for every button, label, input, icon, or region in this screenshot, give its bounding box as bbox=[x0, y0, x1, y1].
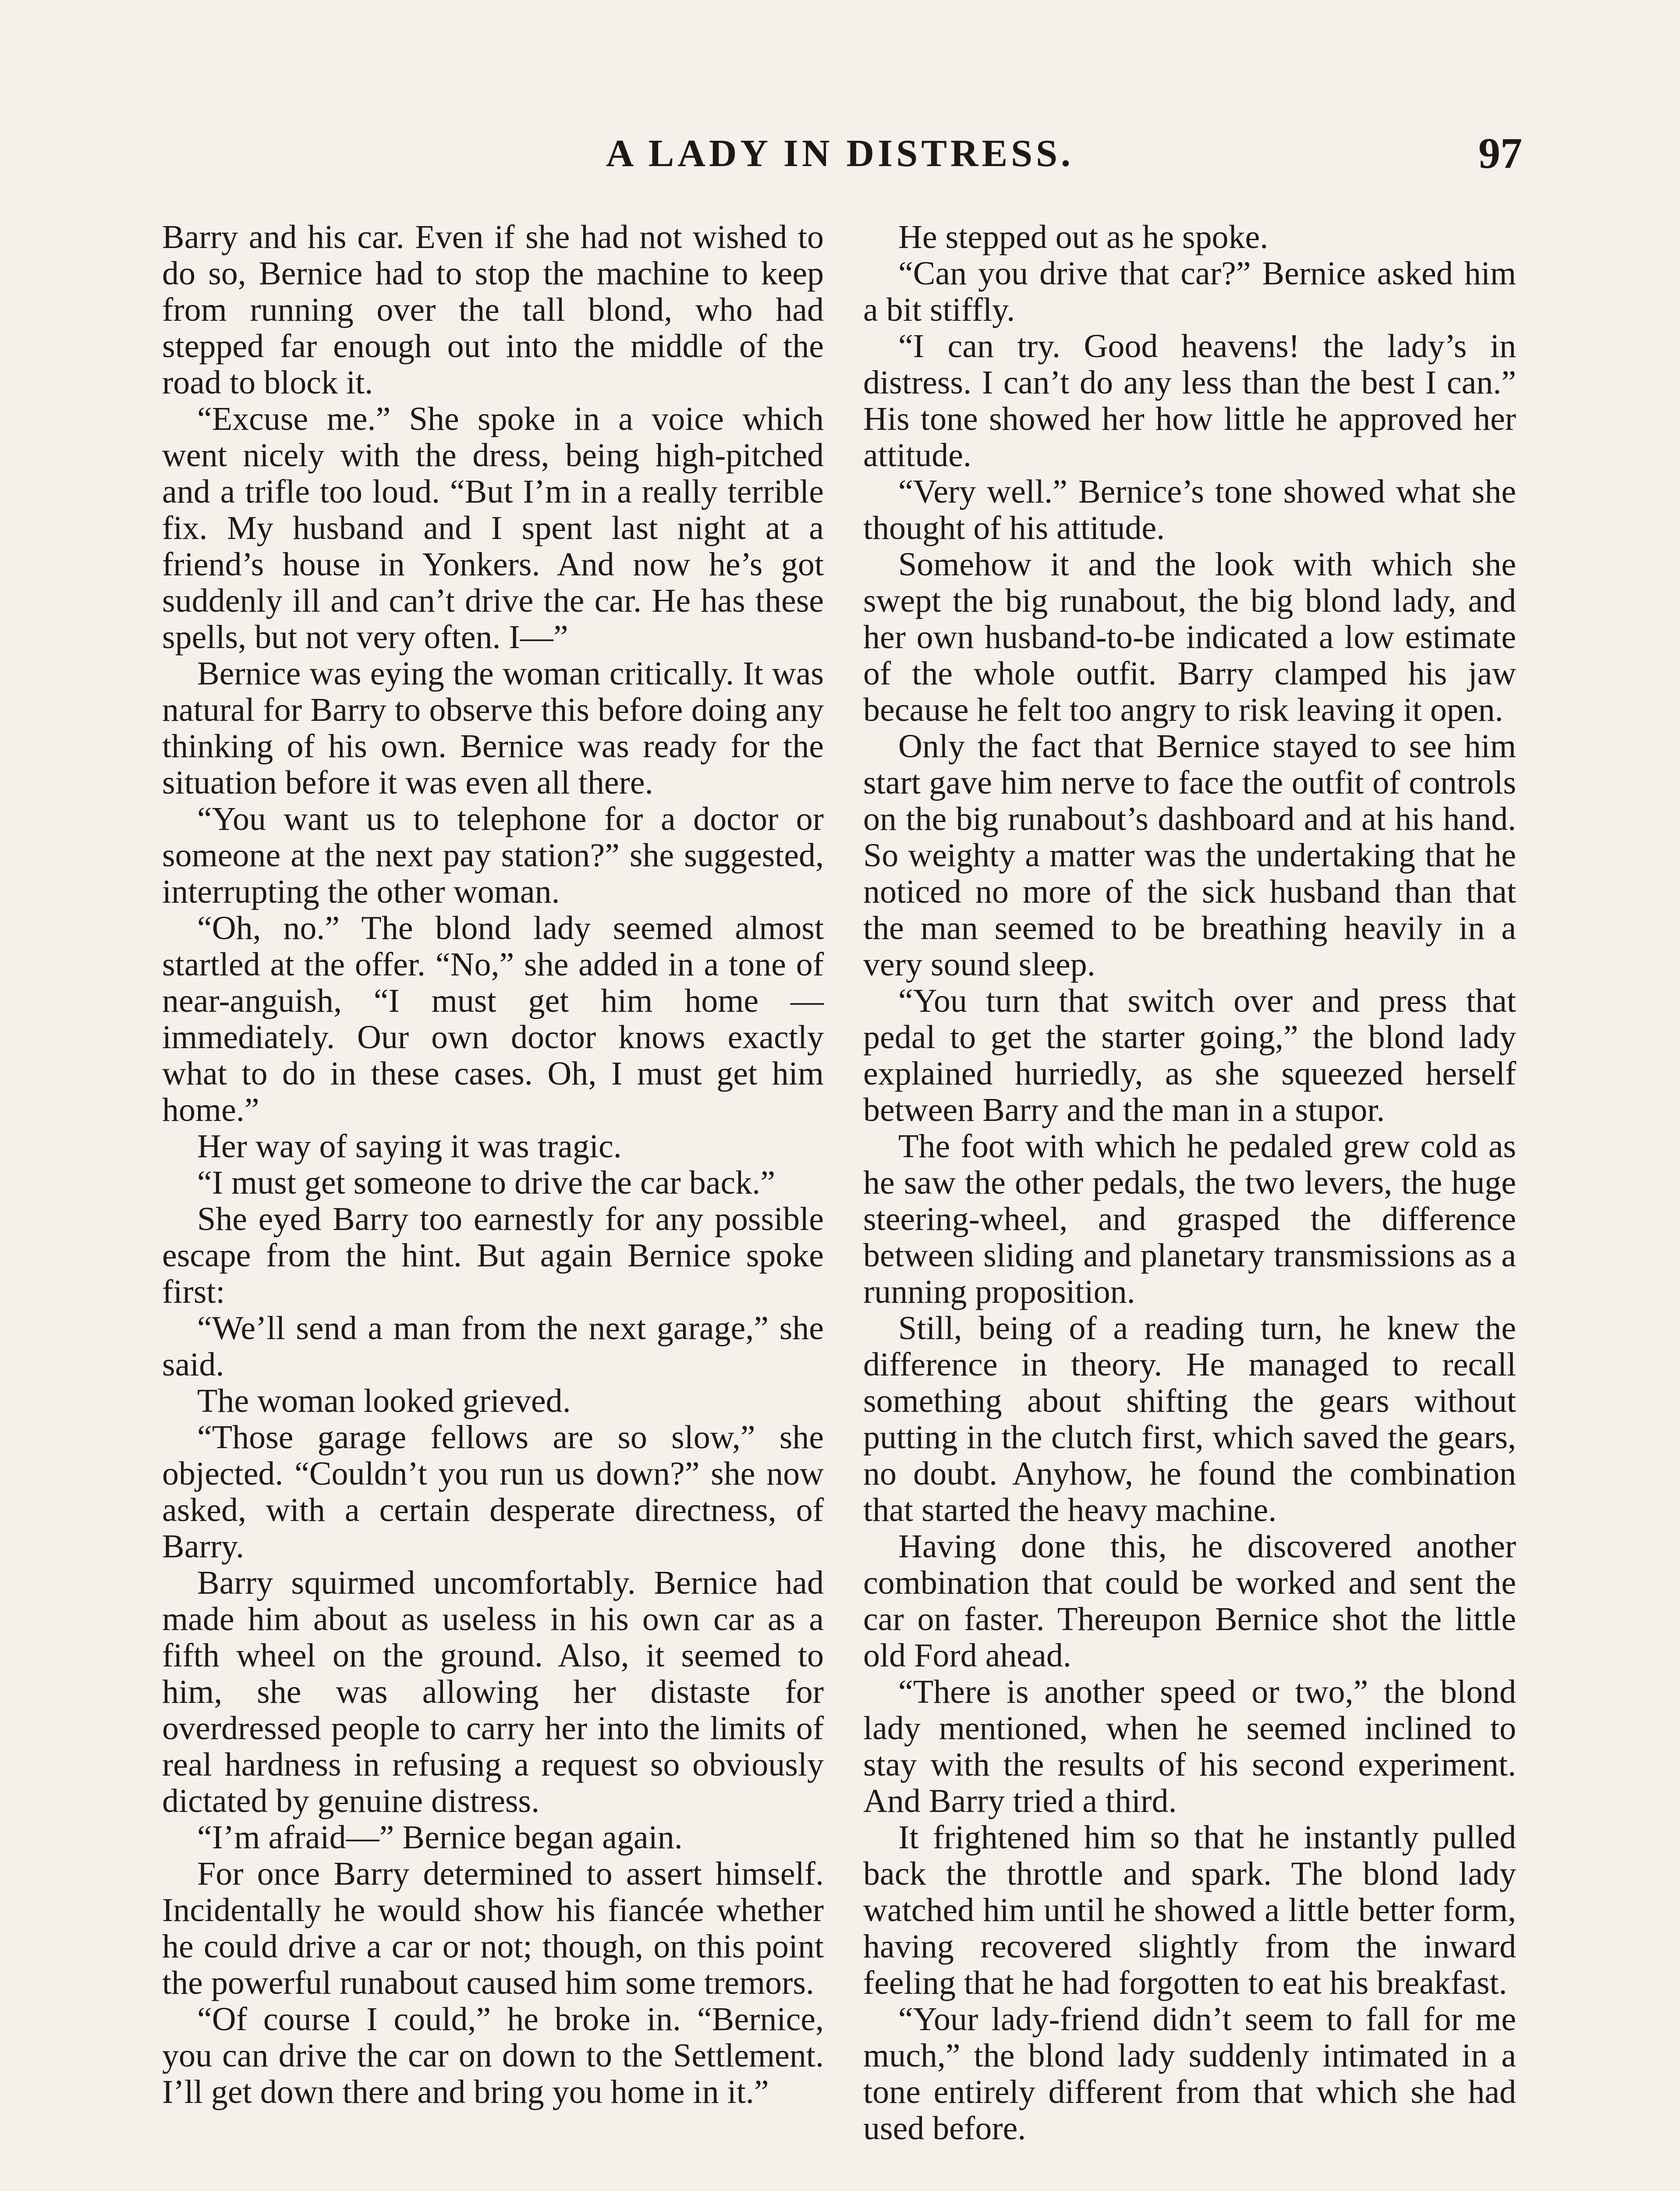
paragraph: “You turn that switch over and press that pedal to get the starter going,” the blond lady explained hurriedly, as she squeezed herself between Barry and the man in a stupor. bbox=[863, 982, 1516, 1128]
paragraph: He stepped out as he spoke. bbox=[898, 219, 1269, 255]
running-title: A LADY IN DISTRESS. bbox=[606, 132, 1074, 175]
paragraph: The foot with which he pedaled grew cold as he saw the other pedals, the two levers, the huge steering-wheel, and grasped the difference between sliding and planetary transmissions as a running proposition. bbox=[863, 1128, 1516, 1310]
paragraph: It frightened him so that he instantly pulled back the throttle and spark. The blond lady watched him until he showed a little better form, having recovered slightly from the inward feeling that he had forgotten to eat his breakfast. bbox=[863, 1819, 1516, 2001]
paragraph: “I’m afraid—” Bernice began again. bbox=[197, 1819, 683, 1856]
paragraph: “I can try. Good heavens! the lady’s in distress. I can’t do any less than the best I can.” His tone showed her how little he approved her attitude. bbox=[863, 328, 1516, 474]
paragraph: “Can you drive that car?” Bernice asked him a bit stiffly. bbox=[863, 255, 1516, 328]
right-column bbox=[863, 219, 1516, 2147]
paragraph: “I must get someone to drive the car back.” bbox=[197, 1164, 775, 1201]
paragraph: Barry squirmed uncomfortably. Bernice had made him about as useless in his own car as a fifth wheel on the ground. Also, it seemed to him, she was allowing her distaste for overdressed people to carry her into the limits of real hardness in refusing a request so obviously dictated by genuine distress. bbox=[162, 1564, 824, 1819]
paragraph: “Of course I could,” he broke in. “Bernice, you can drive the car on down to the Settlement. I’ll get down there and bring you home in it.” bbox=[162, 2001, 824, 2110]
paragraph: “There is another speed or two,” the blond lady mentioned, when he seemed inclined to stay with the results of his second experiment. And Barry tried a third. bbox=[863, 1673, 1516, 1819]
paragraph: The woman looked grieved. bbox=[197, 1383, 571, 1419]
paragraph: Having done this, he discovered another combination that could be worked and sent the car on faster. Thereupon Bernice shot the little old Ford ahead. bbox=[863, 1528, 1516, 1674]
paragraph: “Your lady-friend didn’t seem to fall for me much,” the blond lady suddenly intimated in a tone entirely different from that which she had used before. bbox=[863, 2001, 1516, 2147]
page-number: 97 bbox=[1478, 129, 1522, 177]
paragraph: “Very well.” Bernice’s tone showed what she thought of his attitude. bbox=[863, 473, 1516, 546]
paragraph: Still, being of a reading turn, he knew the difference in theory. He managed to recall something about shifting the gears without putting in the clutch first, which saved the gears, no doubt. Anyhow, he found the combination that started the heavy machine. bbox=[863, 1310, 1516, 1528]
paragraph: Her way of saying it was tragic. bbox=[197, 1128, 622, 1165]
paragraph: Bernice was eying the woman critically. It was natural for Barry to observe this before doing any thinking of his own. Bernice was ready for the situation before it was even all there. bbox=[162, 655, 824, 801]
paragraph: “Those garage fellows are so slow,” she objected. “Couldn’t you run us down?” she now asked, with a certain desperate directness, of Barry. bbox=[162, 1419, 824, 1565]
paragraph: “We’ll send a man from the next garage,” she said. bbox=[162, 1310, 824, 1383]
paragraph: Somehow it and the look with which she swept the big runabout, the big blond lady, and her own husband-to-be indicated a low estimate of the whole outfit. Barry clamped his jaw because he felt too angry to risk leaving it open. bbox=[863, 546, 1516, 728]
left-column bbox=[162, 219, 824, 2110]
page-header bbox=[0, 131, 1680, 193]
paragraph: “You want us to telephone for a doctor or someone at the next pay station?” she suggested, interrupting the other woman. bbox=[162, 801, 824, 910]
paragraph: Barry and his car. Even if she had not wished to do so, Bernice had to stop the machine to keep from running over the tall blond, who had stepped far enough out into the middle of the road to block it. bbox=[162, 219, 824, 401]
paragraph: She eyed Barry too earnestly for any possible escape from the hint. But again Bernice spoke first: bbox=[162, 1201, 824, 1310]
paragraph: For once Barry determined to assert himself. Incidentally he would show his fiancée whether he could drive a car or not; though, on this point the powerful runabout caused him some tremors. bbox=[162, 1855, 824, 2001]
paragraph: “Excuse me.” She spoke in a voice which went nicely with the dress, being high-pitched and a trifle too loud. “But I’m in a really terrible fix. My husband and I spent last night at a friend’s house in Yonkers. And now he’s got suddenly ill and can’t drive the car. He has these spells, but not very often. I—” bbox=[162, 401, 824, 656]
paragraph: Only the fact that Bernice stayed to see him start gave him nerve to face the outfit of controls on the big runabout’s dashboard and at his hand. So weighty a matter was the undertaking that he noticed no more of the sick husband than that the man seemed to be breathing heavily in a very sound sleep. bbox=[863, 728, 1516, 983]
paragraph: “Oh, no.” The blond lady seemed almost startled at the offer. “No,” she added in a tone of near-anguish, “I must get him home —immediately. Our own doctor knows exactly what to do in these cases. Oh, I must get him home.” bbox=[162, 910, 824, 1128]
